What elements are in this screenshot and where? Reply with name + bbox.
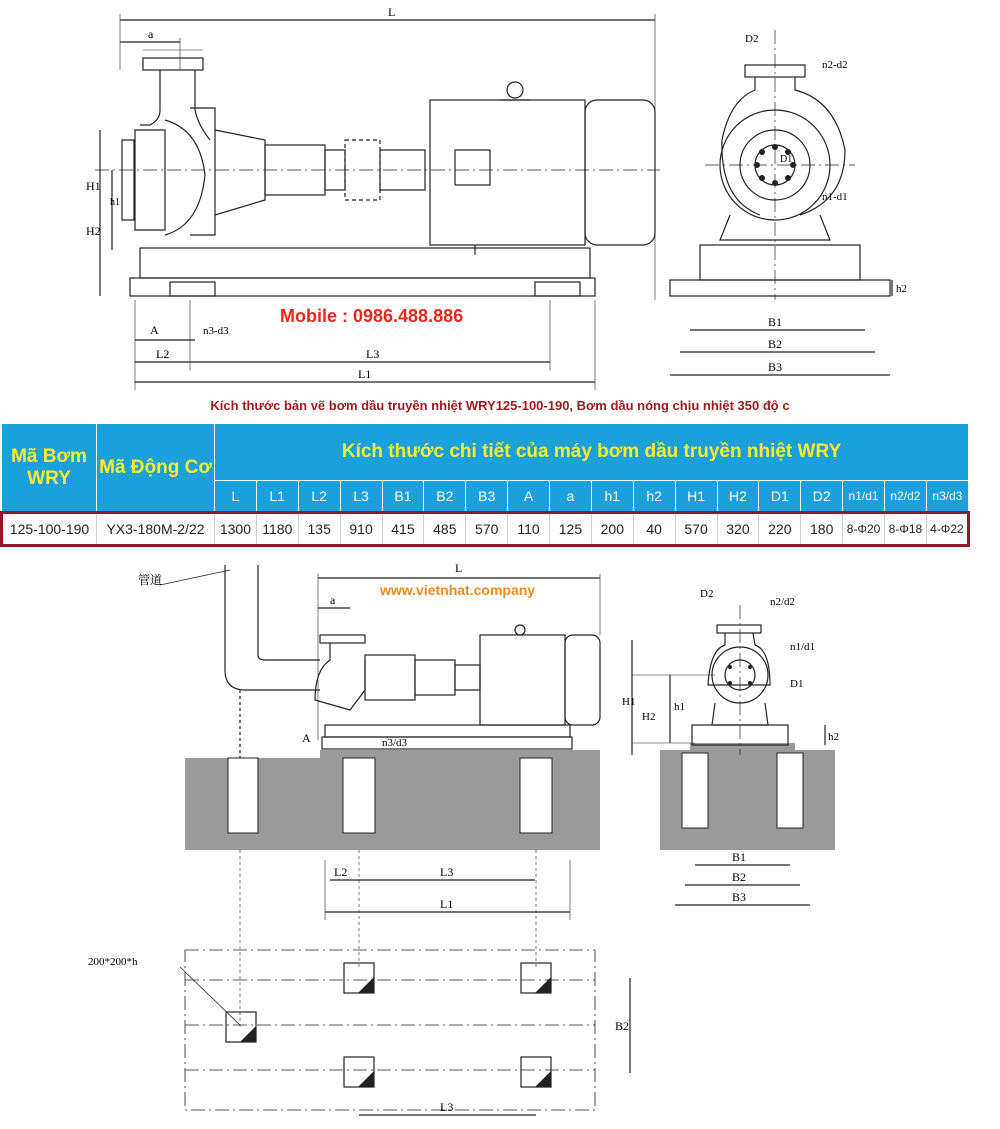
dim-label-B1: B1 [732, 850, 747, 864]
header-n2d2: n2/d2 [885, 481, 927, 513]
dim-label-a: a [148, 27, 154, 41]
cell-n1d1: 8-Φ20 [843, 513, 885, 546]
header-h2: h2 [633, 481, 675, 513]
header-n1d1: n1/d1 [843, 481, 885, 513]
cell-motor-code: YX3-180M-2/22 [97, 513, 215, 546]
dim-label-L3-plan: L3 [440, 1100, 454, 1114]
dim-label-D1: D1 [780, 154, 793, 165]
cell-L3: 910 [340, 513, 382, 546]
header-H2: H2 [717, 481, 759, 513]
table-row [2, 513, 969, 546]
cell-H1: 570 [675, 513, 717, 546]
cell-B1: 415 [382, 513, 424, 546]
dim-label-n2d2: n2/d2 [770, 596, 796, 608]
dim-label-B1: B1 [768, 315, 783, 329]
cell-B2: 485 [424, 513, 466, 546]
dim-label-n2d2: n2-d2 [822, 59, 848, 71]
dim-label-D2: D2 [745, 33, 759, 45]
dim-label-n3d3: n3/d3 [382, 737, 408, 749]
header-A: A [508, 481, 550, 513]
dim-label-h2: h2 [828, 731, 839, 743]
top-front-view-drawing [0, 0, 670, 395]
header-H1: H1 [675, 481, 717, 513]
dim-label-D2: D2 [700, 588, 714, 600]
header-D1: D1 [759, 481, 801, 513]
header-motor-code: Mã Động Cơ [97, 424, 215, 513]
dim-label-B3: B3 [732, 890, 747, 904]
dim-label-H1: H1 [86, 179, 101, 193]
header-D2: D2 [801, 481, 843, 513]
header-B3: B3 [466, 481, 508, 513]
label-pipe: 管道 [138, 573, 163, 587]
dim-label-L: L [388, 5, 396, 19]
header-B2: B2 [424, 481, 466, 513]
dim-label-L1: L1 [358, 367, 372, 381]
spec-table [0, 423, 970, 547]
header-L3: L3 [340, 481, 382, 513]
dim-label-n1d1: n1/d1 [790, 641, 816, 653]
dim-label-H2: H2 [86, 224, 101, 238]
header-n3d3: n3/d3 [926, 481, 968, 513]
dim-label-n3d3: n3-d3 [203, 325, 229, 337]
cell-B3: 570 [466, 513, 508, 546]
dim-label-h1: h1 [674, 701, 685, 713]
dim-label-h2: h2 [896, 283, 907, 295]
cell-h1: 200 [591, 513, 633, 546]
header-h1: h1 [591, 481, 633, 513]
dim-label-L: L [455, 561, 463, 575]
cell-n3d3: 4-Φ22 [926, 513, 968, 546]
header-L2: L2 [298, 481, 340, 513]
header-a: a [550, 481, 592, 513]
dim-label-H2: H2 [642, 711, 656, 723]
cell-D2: 180 [801, 513, 843, 546]
dim-label-B2: B2 [615, 1019, 630, 1033]
cell-h2: 40 [633, 513, 675, 546]
dim-label-L3: L3 [440, 865, 454, 879]
cell-n2d2: 8-Φ18 [885, 513, 927, 546]
dim-label-B2: B2 [732, 870, 747, 884]
header-B1: B1 [382, 481, 424, 513]
dim-label-L3: L3 [366, 347, 380, 361]
cell-L1: 1180 [256, 513, 298, 546]
dim-label-a: a [330, 593, 336, 607]
top-side-view-drawing [660, 0, 1000, 395]
cell-A: 110 [508, 513, 550, 546]
dim-label-L2: L2 [156, 347, 170, 361]
dim-label-B3: B3 [768, 360, 783, 374]
website-url: www.vietnhat.company [380, 582, 536, 598]
dim-label-h1: h1 [110, 197, 120, 208]
cell-H2: 320 [717, 513, 759, 546]
dim-label-D1: D1 [790, 678, 804, 690]
cell-a: 125 [550, 513, 592, 546]
dim-label-A: A [150, 323, 159, 337]
header-L1: L1 [256, 481, 298, 513]
dim-label-A: A [302, 731, 311, 745]
cell-D1: 220 [759, 513, 801, 546]
cell-L: 1300 [215, 513, 257, 546]
dim-label-L1: L1 [440, 897, 454, 911]
header-table-title: Kích thước chi tiết của máy bơm dầu truyền nhiệt WRY [215, 424, 969, 481]
dim-label-n1d1: n1-d1 [822, 191, 848, 203]
header-L: L [215, 481, 257, 513]
cell-L2: 135 [298, 513, 340, 546]
mobile-contact: Mobile : 0986.488.886 [280, 306, 464, 326]
dim-label-H1: H1 [622, 696, 636, 708]
dim-label-L2: L2 [334, 865, 348, 879]
header-pump-code: Mã Bơm WRY [2, 424, 97, 513]
bottom-side-view-drawing [620, 575, 1000, 915]
cell-pump-code: 125-100-190 [2, 513, 97, 546]
dim-label-B2: B2 [768, 337, 783, 351]
label-pit-size: 200*200*h [88, 956, 138, 968]
drawing-caption: Kích thước bản vẽ bơm dầu truyền nhiệt WRY125-100-190, Bơm dầu nóng chịu nhiệt 350 độ c [210, 398, 790, 413]
